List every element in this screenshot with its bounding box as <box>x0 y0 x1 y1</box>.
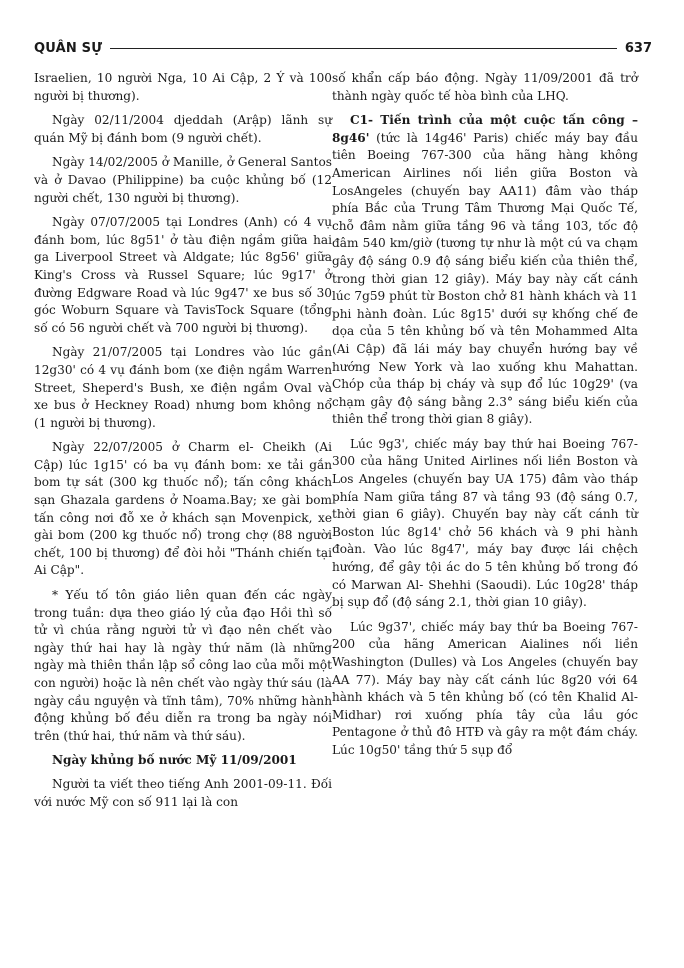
paragraph: Người ta viết theo tiếng Anh 2001-09-11. Đối với nước Mỹ con số 911 lại là con <box>34 776 332 809</box>
paragraph: số khẩn cấp báo động. Ngày 11/09/2001 đã trở thành ngày quốc tế hòa bình của LHQ. <box>332 71 638 103</box>
right-column <box>332 70 638 767</box>
paragraph: Ngày 02/11/2004 djeddah (Arập) lãnh sự quán Mỹ bị đánh bom (9 người chết). <box>34 113 332 145</box>
paragraph: Lúc 9g37', chiếc máy bay thứ ba Boeing 767-200 của hãng American Aialines nối liền Washington (Dulles) và Los Angeles (chuyến bay AA 77). Máy bay này cất cánh lúc 8g20 với 64 hành khách và 5 tên khủng bố (có tên Khalid Al-Midhar) rơi xuống phía tây của lầu góc Pentagone ở thủ đô HTĐ và gây ra một đám cháy. Lúc 10g50' tầng thứ 5 sụp đổ <box>332 619 638 757</box>
page-number: 637 <box>624 40 652 56</box>
page-header <box>34 38 652 58</box>
header-rule <box>110 48 617 49</box>
paragraph: Lúc 9g3', chiếc máy bay thứ hai Boeing 767-300 của hãng United Airlines nối liền Boston và Los Angeles (chuyến bay UA 175) đâm vào tháp phía Nam giữa tầng 87 và tầng 93 (độ sáng 0.7, thời gian 6 giây). Chuyến bay này cất cánh từ Boston lúc 8g14' chở 56 khách và 9 phi hành đoàn. Vào lúc 8g47', máy bay được lái chệch hướng, để gây tội ác do 5 tên khủng bố trong đó có Marwan Al- Shehhi (Saoudi). Lúc 10g28' tháp bị sụp đổ (độ sáng 2.1, thời gian 10 giây). <box>332 436 638 610</box>
left-column <box>34 70 332 818</box>
paragraph: * Yếu tố tôn giáo liên quan đến các ngày trong tuần: dựa theo giáo lý của đạo Hồi thì số tử vì chúa rằng người tử vì đạo nên chết vào ngày thứ hai hay là ngày thứ năm (là những ngày mà thiên thần lập sổ công lao của mỗi một con người) hoặc là nên chết vào ngày thứ sáu (là ngày cầu nguyện và tĩnh tâm), 70% những hành động khủng bố đều diễn ra trong ba ngày nói trên (thứ hai, thứ năm và thứ sáu). <box>34 588 332 743</box>
paragraph <box>332 112 638 429</box>
paragraph: Ngày 21/07/2005 tại Londres vào lúc gần 12g30' có 4 vụ đánh bom (xe điện ngầm Warren Street, Sheperd's Bush, xe điện ngầm Oval và xe bus ở Heckney Road) nhưng bom không nổ (1 người bị thương). <box>34 345 332 430</box>
subsection-heading: C1- Tiến trình của một cuộc tấn công – 8g46' <box>332 113 638 145</box>
paragraph: Ngày 22/07/2005 ở Charm el- Cheikh (Ai Cập) lúc 1g15' có ba vụ đánh bom: xe tải gắn bom tự sát (300 kg thuốc nổ); tấn công khách sạn Ghazala gardens ở Noama.Bay; xe gài bom tấn công nơi đỗ xe ở khách sạn Movenpick, xe gài bom (200 kg thuốc nổ) trong chợ (88 người chết, 100 bị thương) để đòi hỏi "Thánh chiến tại Ai Cập". <box>34 440 332 578</box>
paragraph-text: (tức là 14g46' Paris) chiếc máy bay đầu tiên Boeing 767-300 của hãng hàng không American Airlines nối liền giữa Boston và LosAngeles (chuyến bay AA11) đâm vào tháp phía Bắc của Trung Tâm Thương Mại Quốc Tế, chỗ đâm nằm giữa tầng 96 và tầng 103, tốc độ đâm 540 km/giờ (tương tự như là một cú va chạm gây độ sáng 0.9 độ sáng biểu kiến của thiên thể, trong thời gian 12 giây). Máy bay này cất cánh lúc 7g59 phút từ Boston chở 81 hành khách và 11 phi hành đoàn. Lúc 8g15' dưới sự khống chế đe dọa của 5 tên khủng bố và tên Mohammed Alta (Ai Cập) đã lái máy bay chuyển hướng bay về hướng New York và lao xuống khu Mahattan. Chóp của tháp bị cháy và sụp đổ lúc 10g29' (va chạm gây độ sáng bằng 2.3° sáng biểu kiến của thiên thể trong thời gian 8 giây). <box>332 130 638 427</box>
section-title: QUÂN SỰ <box>34 40 103 56</box>
paragraph: Ngày 07/07/2005 tại Londres (Anh) có 4 vụ đánh bom, lúc 8g51' ở tàu điện ngầm giữa hai ga Liverpool Street và Aldgate; lúc 8g56' giữa King's Cross và Russel Square; lúc 9g17' ở đường Edgware Road và lúc 9g47' xe bus số 30 góc Woburn Square và TavisTock Square (tổng số có 56 người chết và 700 người bị thương). <box>34 215 332 335</box>
paragraph: Ngày 14/02/2005 ở Manille, ở General Santos và ở Davao (Philippine) ba cuộc khủng bố (12 người chết, 130 người bị thương). <box>34 155 332 205</box>
paragraph: Israelien, 10 người Nga, 10 Ai Cập, 2 Ý và 100 người bị thương). <box>34 71 332 103</box>
section-heading: Ngày khủng bố nước Mỹ 11/09/2001 <box>52 753 297 768</box>
